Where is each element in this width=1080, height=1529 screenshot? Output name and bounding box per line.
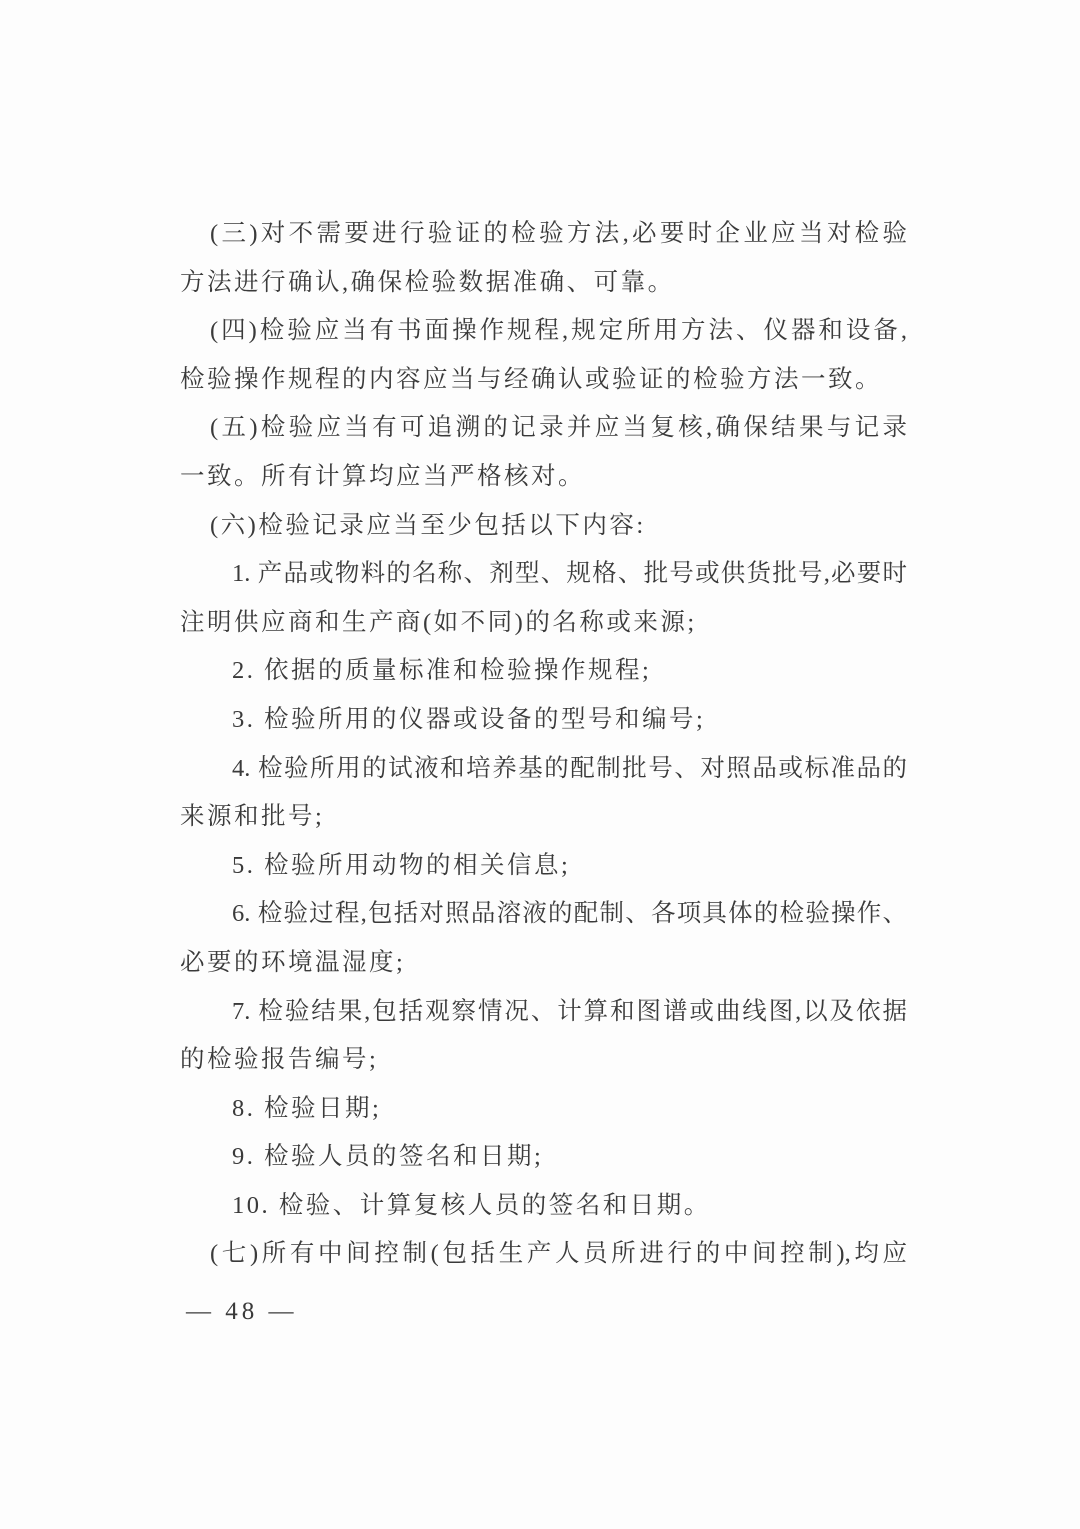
text-line: (五)检验应当有可追溯的记录并应当复核,确保结果与记录 bbox=[210, 414, 907, 442]
text-line: 1. 产品或物料的名称、剂型、规格、批号或供货批号,必要时 bbox=[232, 560, 907, 588]
text-line: (三)对不需要进行验证的检验方法,必要时企业应当对检验 bbox=[210, 220, 907, 247]
text-line: 方法进行确认,确保检验数据准确、可靠。 bbox=[180, 268, 675, 296]
text-line: 9. 检验人员的签名和日期; bbox=[232, 1143, 544, 1171]
text-line: (七)所有中间控制(包括生产人员所进行的中间控制),均应 bbox=[210, 1240, 907, 1268]
text-line: 检验操作规程的内容应当与经确认或验证的检验方法一致。 bbox=[180, 365, 882, 393]
text-line: 6. 检验过程,包括对照品溶液的配制、各项具体的检验操作、 bbox=[232, 900, 907, 928]
text-line: 3. 检验所用的仪器或设备的型号和编号; bbox=[232, 705, 706, 733]
text-line: (四)检验应当有书面操作规程,规定所用方法、仪器和设备, bbox=[210, 317, 907, 345]
text-line: 5. 检验所用动物的相关信息; bbox=[232, 851, 571, 879]
text-line: 的检验报告编号; bbox=[180, 1046, 379, 1074]
text-line: 来源和批号; bbox=[180, 803, 325, 831]
text-line: 一致。所有计算均应当严格核对。 bbox=[180, 462, 585, 490]
text-line: 10. 检验、计算复核人员的签名和日期。 bbox=[232, 1191, 711, 1219]
page-number: — 48 — bbox=[186, 1298, 298, 1325]
text-line: 8. 检验日期; bbox=[232, 1094, 382, 1122]
text-line: 4. 检验所用的试液和培养基的配制批号、对照品或标准品的 bbox=[232, 754, 907, 782]
text-line: 必要的环境温湿度; bbox=[180, 948, 406, 976]
text-line: 注明供应商和生产商(如不同)的名称或来源; bbox=[180, 608, 697, 636]
text-line: (六)检验记录应当至少包括以下内容: bbox=[210, 511, 646, 539]
text-line: 2. 依据的质量标准和检验操作规程; bbox=[232, 657, 652, 685]
text-line: 7. 检验结果,包括观察情况、计算和图谱或曲线图,以及依据 bbox=[232, 997, 907, 1025]
document-body bbox=[180, 210, 907, 1279]
